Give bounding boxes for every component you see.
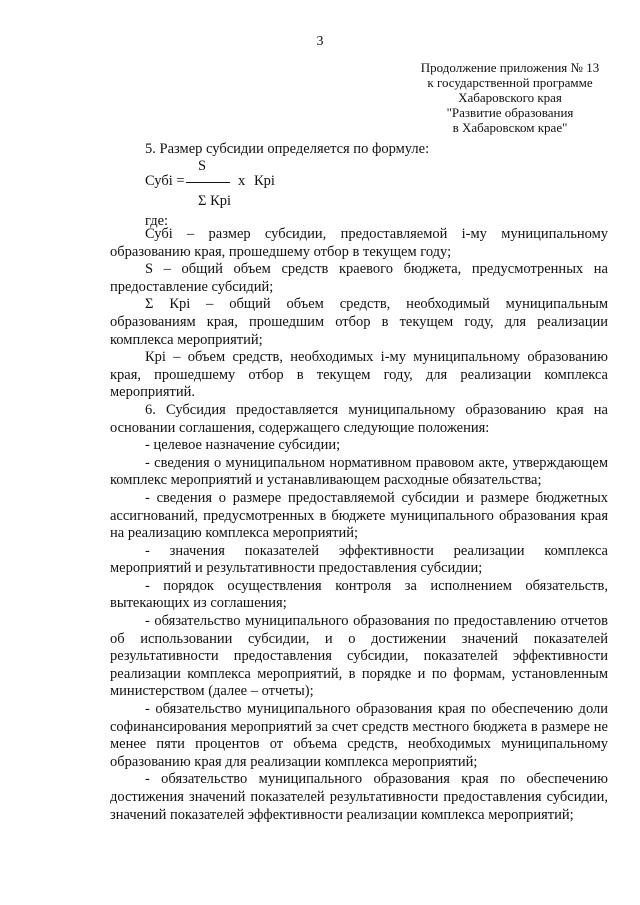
appendix-header	[390, 60, 630, 135]
formula-multiply: x	[238, 173, 246, 189]
header-line: "Развитие образования	[446, 105, 574, 120]
paragraph: Σ Крi – общий объем средств, необходимый муниципальным образованиям края, прошедшим отбор в текущем году, для реализации комплекса мероприятий;	[110, 296, 608, 348]
fraction-bar	[186, 182, 230, 183]
page-number: 3	[316, 34, 324, 49]
header-line: Хабаровского края	[458, 90, 562, 105]
formula-where: где:	[145, 213, 169, 229]
formula-denominator: Σ Крi	[198, 193, 232, 209]
document-body	[110, 226, 608, 824]
list-item: - обязательство муниципального образования края по обеспечению достижения значений показателей результативности предоставления субсидии, значений показателей эффективности реализации комплекса мероприятий;	[110, 771, 608, 823]
list-item: - целевое назначение субсидии;	[145, 437, 341, 454]
list-item: - обязательство муниципального образования по предоставлению отчетов об использовании субсидии, и о достижении значений показателей результативности предоставления субсидии, показателей эффективности реализации комплекса мероприятий, в порядке и по формам, установленным министерством (далее – отчеты);	[110, 613, 608, 700]
paragraph: S – общий объем средств краевого бюджета, предусмотренных на предоставление субсидий;	[110, 261, 608, 295]
paragraph: 6. Субсидия предоставляется муниципальному образованию края на основании соглашения, содержащего следующие положения:	[110, 401, 608, 436]
header-line: в Хабаровском крае"	[452, 120, 568, 135]
formula-left-side: Субi =	[145, 173, 185, 189]
paragraph: Крi – объем средств, необходимых i-му муниципальному образованию края, прошедшему отбор в текущем году, для реализации комплекса мероприятий.	[110, 349, 608, 401]
paragraph: Субi – размер субсидии, предоставляемой i-му муниципальному образованию края, прошедшему отбор в текущем году;	[110, 226, 608, 260]
formula-numerator: S	[198, 158, 207, 174]
header-line: Продолжение приложения № 13	[420, 60, 600, 75]
header-line: к государственной программе	[427, 75, 593, 90]
list-item: - обязательство муниципального образования края по обеспечению доли софинансирования мероприятий за счет средств местного бюджета в размере не менее пяти процентов от объема средств, необходимых муниципальному образованию края для реализации комплекса мероприятий;	[110, 701, 608, 770]
list-item: - сведения о муниципальном нормативном правовом акте, утверждающем комплекс мероприятий и устанавливающем расходные обязательства;	[110, 454, 608, 489]
formula-intro: 5. Размер субсидии определяется по формуле:	[145, 141, 430, 157]
list-item: - порядок осуществления контроля за исполнением обязательств, вытекающих из соглашения;	[110, 577, 608, 612]
list-item: - значения показателей эффективности реализации комплекса мероприятий и результативности предоставления субсидии;	[110, 542, 608, 577]
formula-factor: Крi	[254, 173, 275, 189]
list-item: - сведения о размере предоставляемой субсидии и размере бюджетных ассигнований, предусмотренных в бюджете муниципального образования края на реализацию комплекса мероприятий;	[110, 489, 608, 542]
